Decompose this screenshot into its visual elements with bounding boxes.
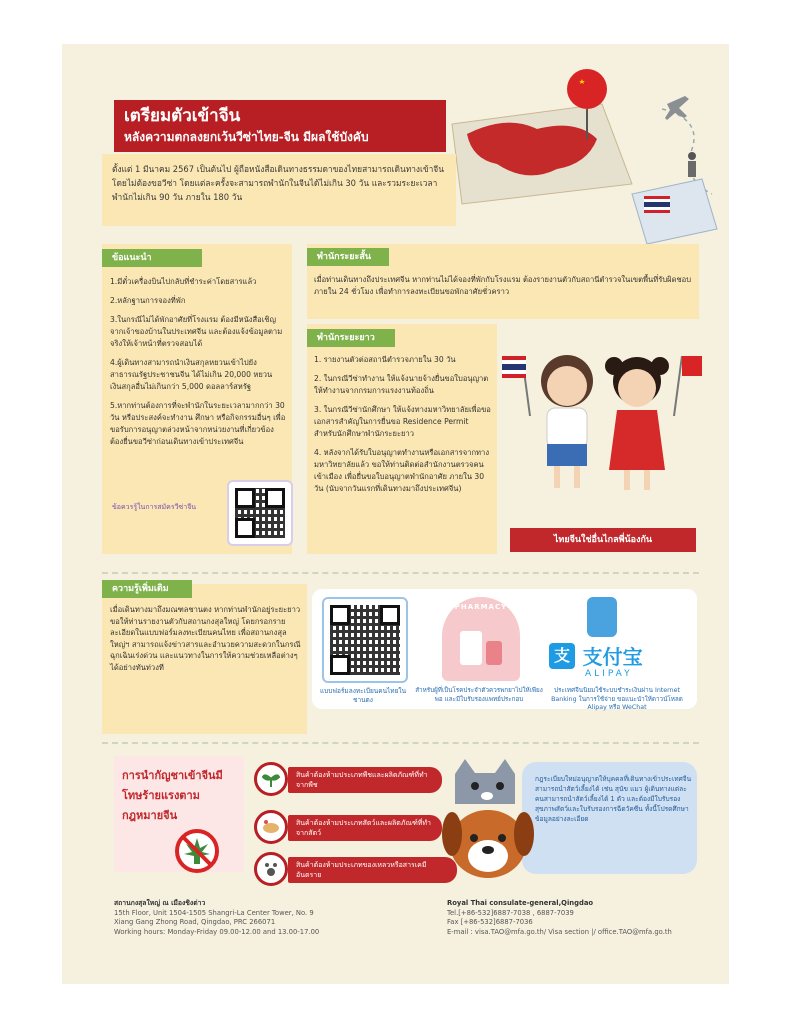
footer-left	[114, 899, 364, 937]
divider	[102, 572, 699, 574]
long-stay-header: พำนักระยะยาว	[307, 329, 395, 347]
paw-icon	[254, 852, 288, 886]
thailand-map-icon	[632, 179, 717, 244]
friendship-banner: ไทยจีนใช่อื่นไกลพี่น้องกัน	[510, 528, 696, 552]
pharmacy-caption: สำหรับผู้ที่เป็นโรคประจำตัวควรพกยาไปให้เพียงพอ และมีใบรับรองแพทย์ประกอบ	[415, 687, 543, 703]
poster	[62, 44, 729, 984]
pet-info-text: กฎระเบียบใหม่อนุญาตให้บุคคลที่เดินทางเข้าประเทศจีนสามารถนำสัตว์เลี้ยงได้ เช่น สุนัข แมว ผู้เดินทางแต่ละคนสามารถนำสัตว์เลี้ยงได้ 1 ตัว และต้องมีใบรับรองสุขภาพสัตว์และใบรับรองการฉีดวัคซีน ทั้งนี้โปรดศึกษาข้อมูลอย่างละเอียด	[535, 775, 692, 823]
list-item: 1. รายงานตัวต่อสถานีตำรวจภายใน 30 วัน	[314, 355, 456, 364]
extra-text: เมื่อเดินทางมาถึงมณฑลชานตง หากท่านพำนักอยู่ระยะยาว ขอให้ท่านรายงานตัวกับสถานกงสุลใหญ่ โดยกรอกรายละเอียดในแบบฟอร์มลงทะเบียนคนไทย เพื่อสถานกงสุลใหญ่ฯ สามารถแจ้งข่าวสารและอำนวยความสะดวกในกรณีฉุกเฉินเร่งด่วน และแนวทางในการให้ความช่วยเหลือต่างๆ ได้อย่างทันท่วงที	[110, 605, 301, 672]
cat-icon	[455, 759, 515, 804]
email[interactable]: E-mail : visa.TAO@mfa.go.th/ Visa section |/ office.TAO@mfa.go.th	[447, 927, 672, 936]
list-item: 2. ในกรณีวีซ่าทำงาน ให้แจ้งนายจ้างยื่นขอใบอนุญาตให้ทำงานจากกรมการแรงงานท้องถิ่น	[314, 374, 489, 395]
thai-chinese-children-illustration	[502, 326, 702, 526]
thai-flag-icon	[502, 356, 530, 416]
visa-info-link[interactable]: ข้อควรรู้ในการสมัครวีซ่าจีน	[112, 503, 197, 511]
short-stay-header: พำนักระยะสั้น	[307, 248, 389, 266]
list-item: 4. หลังจากได้รับใบอนุญาตทำงานหรือเอกสารจากทางมหาวิทยาลัยแล้ว ขอให้ท่านติดต่อสำนักงานตรวจคนเข้าเมือง เพื่อยื่นขอใบอนุญาตพำนักอาศัย ภายใน 30 วัน (นับจากวันแรกที่เดินทางมาถึงประเทศจีน)	[314, 448, 490, 493]
prohibited-chemical-tag: สินค้าต้องห้ามประเภทของเหลวหรือสารเคมีอันตราย	[288, 857, 457, 883]
list-item: 4.ผู้เดินทางสามารถนำเงินสกุลหยวนเข้าไปยังสาธารณรัฐประชาชนจีน ได้ไม่เกิน 20,000 หยวน เงินสกุลอื่นไม่เกินกว่า 5,000 ดอลลาร์สหรัฐ	[110, 358, 273, 391]
intro-text: ตั้งแต่ 1 มีนาคม 2567 เป็นต้นไป ผู้ถือหนังสือเดินทางธรรมดาของไทยสามารถเดินทางเข้าจีนโดยไม่ต้องขอวีซ่า โดยแต่ละครั้งจะสามารถพำนักในจีนได้ไม่เกิน 30 วัน และรวมระยะเวลาพำนักไม่เกิน 90 วัน ภายใน 180 วัน	[112, 164, 444, 202]
consulate-name-english: Royal Thai consulate-general,Qingdao	[447, 899, 594, 907]
cannabis-warning-title: การนำกัญชาเข้าจีนมีโทษร้ายแรงตามกฎหมายจีน	[122, 769, 223, 822]
animal-products-icon	[254, 810, 288, 844]
plant-icon	[254, 762, 288, 796]
prohibited-plants-tag: สินค้าต้องห้ามประเภทพืชและผลิตภัณฑ์ที่ทำจากพืช	[288, 767, 442, 793]
dog-icon	[442, 810, 534, 878]
alipay-logo	[549, 641, 643, 670]
list-item: 2.หลักฐานการจองที่พัก	[110, 296, 186, 305]
alipay-english-name: ALIPAY	[585, 669, 633, 679]
footer-right	[447, 899, 717, 937]
registration-caption: แบบฟอร์มลงทะเบียนคนไทยในชานตง	[319, 687, 407, 704]
visa-qr-code[interactable]	[227, 480, 293, 546]
list-item: 5.หากท่านต้องการที่จะพำนักในระยะเวลามากกว่า 30 วัน หรือประสงค์จะทำงาน ศึกษา หรือกิจกรรมอื่นๆ เพื่อขอรับการอนุญาตล่วงหน้าจากหน่วยงานที่เกี่ยวข้อง ต้องยื่นขอวีซ่าก่อนเดินทางเข้าประเทศจีน	[110, 401, 286, 446]
address-line: Xiang Gang Zhong Road, Qingdao, PRC 266071	[114, 918, 276, 926]
short-stay-text: เมื่อท่านเดินทางถึงประเทศจีน หากท่านไม่ได้จองที่พักกับโรงแรม ต้องรายงานตัวกับสถานีตำรวจในเขตพื้นที่รับผิดชอบภายใน 24 ชั่วโมง เพื่อทำการลงทะเบียนขอพักอาศัยชั่วคราว	[314, 275, 692, 296]
page-subtitle: หลังความตกลงยกเว้นวีซ่าไทย-จีน มีผลใช้บังคับ	[124, 130, 369, 144]
advice-list	[110, 276, 286, 455]
working-hours: Working hours: Monday-Friday 09.00-12.00 and 13.00-17.00	[114, 927, 320, 936]
pharmacy-label: PHARMACY	[454, 603, 508, 611]
registration-qr-code[interactable]	[322, 597, 408, 683]
divider	[102, 742, 699, 744]
address-line: 15th Floor, Unit 1504-1505 Shangri-La Center Tower, No. 9	[114, 908, 314, 917]
alipay-icon: 支	[549, 643, 575, 669]
cat-dog-illustration	[440, 754, 535, 884]
page-title: เตรียมตัวเข้าจีน	[124, 106, 241, 126]
mobile-payment-icon	[587, 597, 617, 637]
long-stay-list	[314, 354, 492, 502]
extra-header: ความรู้เพิ่มเติม	[102, 580, 192, 598]
consulate-name-thai: สถานกงสุลใหญ่ ณ เมืองชิงต่าว	[114, 899, 206, 907]
alipay-caption: ประเทศจีนนิยมใช้ระบบชำระเงินผ่าน Internet Banking ในการใช้จ่าย ขอแนะนำให้ดาวน์โหลด Alipay หรือ WeChat	[551, 687, 683, 711]
alipay-chinese-name: 支付宝	[582, 645, 643, 669]
pharmacy-icon	[442, 597, 520, 681]
list-item: 3. ในกรณีวีซ่านักศึกษา ให้แจ้งทางมหาวิทยาลัยเพื่อขอเอกสารสำคัญในการยื่นขอ Residence Permit สำหรับนักศึกษาพำนักระยะยาว	[314, 405, 491, 438]
traveler-icon	[688, 152, 696, 177]
fax: Fax [+86-532]6887-7036	[447, 918, 533, 926]
list-item: 3.ในกรณีไม่ได้พักอาศัยที่โรงแรม ต้องมีหนังสือเชิญจากเจ้าของบ้านในประเทศจีน และต้องแจ้งข้อมูลตามจริงให้เจ้าหน้าที่ตรวจสอบได้	[110, 315, 283, 348]
china-flag-icon	[674, 356, 702, 416]
phone[interactable]: Tel.[+86-532]6887-7038 , 6887-7039	[447, 908, 574, 917]
list-item: 1.มีตั๋วเครื่องบินไปกลับที่ชำระค่าโดยสารแล้ว	[110, 277, 257, 286]
travel-illustration	[432, 54, 722, 254]
airplane-icon	[665, 96, 689, 120]
china-map-icon	[452, 104, 632, 204]
advice-header: ข้อแนะนำ	[102, 249, 202, 267]
prohibited-animal-tag: สินค้าต้องห้ามประเภทสัตว์และผลิตภัณฑ์ที่ทำจากสัตว์	[288, 815, 442, 841]
no-cannabis-icon	[174, 828, 220, 874]
